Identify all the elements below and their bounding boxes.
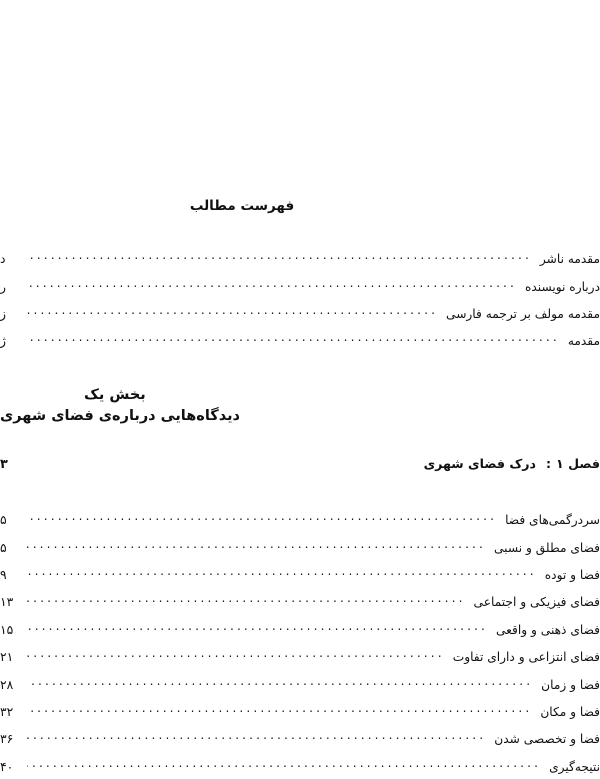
toc-entry-title: مقدمه مولف بر ترجمه فارسی xyxy=(446,306,600,321)
toc-entry[interactable] xyxy=(0,649,600,676)
toc-entry-page: ۳۶ xyxy=(0,731,14,747)
toc-entry[interactable] xyxy=(0,704,600,731)
dot-leader xyxy=(27,333,560,345)
toc-entry-page: ۳۲ xyxy=(0,703,14,719)
toc-entry[interactable] xyxy=(0,512,600,539)
toc-entry-page: ۵ xyxy=(0,512,7,528)
toc-entry[interactable] xyxy=(0,278,600,305)
toc-entry-title: فضا و مکان xyxy=(540,704,600,719)
toc-entry-title: فضای ذهنی و واقعی xyxy=(496,622,600,637)
toc-entry-title: درباره نویسنده xyxy=(525,279,600,294)
chapter-title: درک فضای شهری xyxy=(423,456,536,471)
toc-entry-page: ر xyxy=(0,278,6,294)
toc-entry-title: نتیجه‌گیری xyxy=(549,759,600,774)
toc-entry-page: ۱۳ xyxy=(0,594,14,610)
dot-leader xyxy=(27,512,497,524)
toc-entry[interactable] xyxy=(0,622,600,649)
toc-entry-page: ۲۱ xyxy=(0,649,14,665)
toc-entry[interactable] xyxy=(0,567,600,594)
dot-leader xyxy=(27,704,532,716)
chapter-label: فصل ۱ xyxy=(556,456,600,471)
toc-entry[interactable] xyxy=(0,594,600,621)
toc-entry-title: مقدمه ناشر xyxy=(539,252,600,267)
dot-leader xyxy=(27,622,488,634)
chapter-entry-list xyxy=(0,512,600,779)
chapter-page: ۳ xyxy=(0,457,8,472)
dot-leader xyxy=(27,278,517,290)
toc-entry[interactable] xyxy=(0,333,600,360)
front-matter-list xyxy=(0,251,600,361)
toc-entry-title: فضای فیزیکی و اجتماعی xyxy=(473,595,600,610)
part-subtitle: دیدگاه‌هایی درباره‌ی فضای شهری xyxy=(0,408,240,424)
page-title xyxy=(0,198,600,214)
toc-entry-page: د xyxy=(0,251,6,267)
toc-entry-page: ژ xyxy=(0,333,6,349)
toc-entry-page: ز xyxy=(0,305,6,321)
page-title-text: فهرست مطالب xyxy=(189,198,295,214)
toc-entry-title: فضا و توده xyxy=(544,567,600,582)
toc-entry-title: فضای مطلق و نسبی xyxy=(494,540,600,555)
chapter-heading[interactable] xyxy=(0,456,600,472)
part-label: بخش یک xyxy=(84,387,146,403)
dot-leader xyxy=(27,676,533,688)
toc-entry[interactable] xyxy=(0,731,600,758)
dot-leader xyxy=(27,306,438,318)
dot-leader xyxy=(27,594,466,606)
dot-leader xyxy=(27,759,541,771)
toc-entry-title: فضای انتزاعی و دارای تفاوت xyxy=(452,650,600,665)
dot-leader xyxy=(27,251,532,263)
toc-entry-title: فضا و زمان xyxy=(541,677,600,692)
toc-entry[interactable] xyxy=(0,306,600,333)
toc-entry-page: ۱۵ xyxy=(0,621,14,637)
toc-entry-title: سردرگمی‌های فضا xyxy=(505,513,600,528)
toc-entry-page: ۹ xyxy=(0,566,7,582)
toc-entry[interactable] xyxy=(0,676,600,703)
toc-entry-page: ۵ xyxy=(0,539,7,555)
dot-leader xyxy=(27,649,445,661)
chapter-separator: : xyxy=(545,456,552,471)
dot-leader xyxy=(27,539,486,551)
toc-entry[interactable] xyxy=(0,539,600,566)
toc-entry[interactable] xyxy=(0,251,600,278)
toc-entry-page: ۴۰ xyxy=(0,758,14,774)
dot-leader xyxy=(27,567,537,579)
part-heading xyxy=(0,385,600,427)
toc-entry[interactable] xyxy=(0,759,600,779)
toc-entry-page: ۲۸ xyxy=(0,676,14,692)
toc-entry-title: مقدمه xyxy=(567,334,600,349)
toc-entry-title: فضا و تخصصی شدن xyxy=(494,732,600,747)
dot-leader xyxy=(27,731,486,743)
